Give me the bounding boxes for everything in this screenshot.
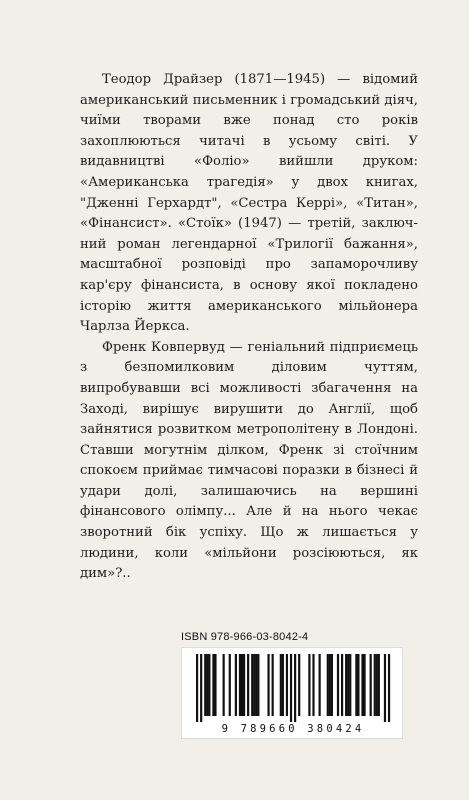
barcode-bar xyxy=(272,654,274,716)
barcode-bar xyxy=(298,654,300,716)
barcode-bar xyxy=(308,654,310,716)
barcode-bar xyxy=(229,654,231,716)
barcode-bar xyxy=(294,654,296,722)
barcode-bars xyxy=(192,654,394,722)
barcode-bar xyxy=(251,654,253,716)
barcode-bar xyxy=(355,654,357,716)
barcode-bar xyxy=(374,654,376,716)
barcode-area xyxy=(181,631,403,741)
barcode-bar xyxy=(223,654,225,716)
barcode-bar xyxy=(239,654,241,716)
barcode-bar xyxy=(267,654,269,716)
barcode-bar xyxy=(357,654,359,716)
barcode-digits: 9 789660 380424 xyxy=(221,723,365,735)
barcode-bar xyxy=(208,654,210,716)
barcode-bar xyxy=(319,654,321,716)
barcode-bar xyxy=(235,654,237,716)
barcode-bar xyxy=(196,654,198,722)
barcode-bar xyxy=(370,654,372,716)
barcode-bar xyxy=(200,654,202,722)
barcode-bar xyxy=(255,654,257,716)
barcode-bar xyxy=(290,654,292,722)
barcode-bar xyxy=(257,654,259,716)
barcode-bar xyxy=(253,654,255,716)
barcode-bar xyxy=(349,654,351,716)
barcode-bar xyxy=(376,654,378,716)
barcode-bar xyxy=(361,654,363,716)
barcode-bar xyxy=(204,654,206,716)
barcode-bar xyxy=(384,654,386,722)
barcode-bar xyxy=(327,654,329,716)
barcode-bar xyxy=(363,654,365,716)
description-paragraph-1: Теодор Драйзер (1871—1945) — відомий американський письменник і громадський діяч, чиїми творами вже понад сто років захоплюються читачі в усьому світі. У видавництві «Фоліо» вийшли друком: «Американська трагедія» у двох книгах, "Дженні Герхардт", «Сестра Керрі», «Титан», «Фінансист». «Стоїк» (1947) — третій, заключний роман легендарної «Трилогії бажання», масштабної розповіді про запаморочливу кар'єру фінансиста, в основу якої покладено історію життя американського мільйонера Чарлза Йеркса. xyxy=(80,72,418,335)
barcode-bar xyxy=(341,654,343,716)
book-description xyxy=(80,70,418,585)
barcode-bar xyxy=(345,654,347,716)
barcode-bar xyxy=(206,654,208,716)
barcode-box xyxy=(181,647,403,739)
isbn-label: ISBN 978-966-03-8042-4 xyxy=(181,631,309,643)
barcode-bar xyxy=(282,654,284,716)
barcode-bar xyxy=(286,654,288,716)
description-paragraph-2: Френк Ковпервуд — геніальний підприємець з безпомилковим діловим чуттям, випробувавши всі можливості збагачення на Заході, вирішує вирушити до Англії, щоб зайнятися розвитком метрополітену в Лондоні. Ставши могутнім ділком, Френк зі стоїчним спокоєм приймає тимчасові поразки в бізнесі й удари долі, залишаючись на вершині фінансового олімпу... Але й на нього чекає зворотний бік успіху. Що ж лишається у людини, коли «мільйони розсіюються, як дим»?.. xyxy=(80,339,418,582)
barcode-bar xyxy=(378,654,380,716)
barcode-bar xyxy=(247,654,249,716)
barcode-bar xyxy=(388,654,390,722)
barcode-bar xyxy=(280,654,282,716)
barcode-bar xyxy=(337,654,339,716)
barcode-bar xyxy=(243,654,245,716)
barcode-bar xyxy=(329,654,331,716)
barcode-bar xyxy=(241,654,243,716)
barcode-bar xyxy=(214,654,216,716)
barcode-bar xyxy=(347,654,349,716)
barcode-bar xyxy=(331,654,333,716)
barcode-bar xyxy=(212,654,214,716)
barcode-bar xyxy=(312,654,314,716)
